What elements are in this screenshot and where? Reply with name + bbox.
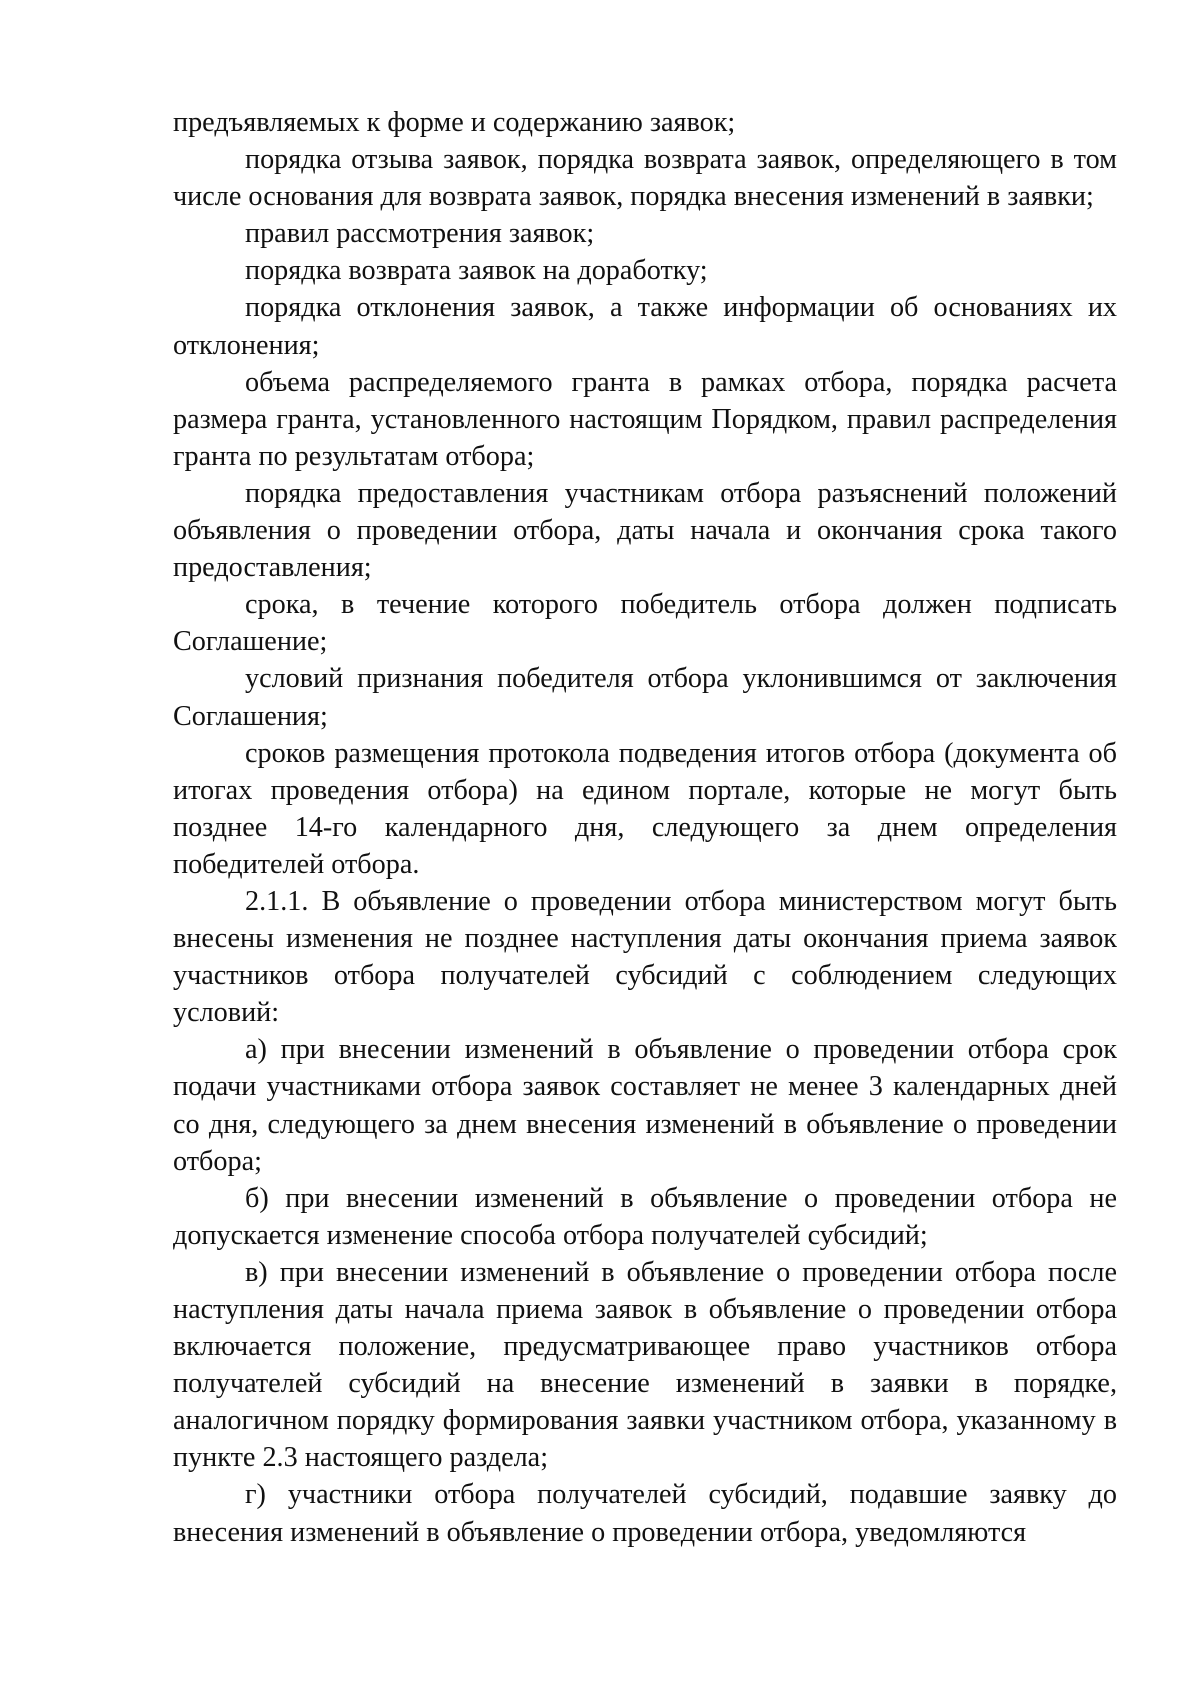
- paragraph-clause-2-1-1: 2.1.1. В объявление о проведении отбора министерством могут быть внесены изменения не позднее наступления даты окончания приема заявок участников отбора получателей субсидий с соблюдением следующих условий:: [173, 885, 1117, 1029]
- paragraph-grant-volume: объема распределяемого гранта в рамках отбора, порядка расчета размера гранта, установленного настоящим Порядком, правил распределения гранта по результатам отбора;: [173, 366, 1117, 472]
- paragraph-return-for-revision: порядка возврата заявок на доработку;: [245, 255, 708, 287]
- paragraph-continuation: предъявляемых к форме и содержанию заявок;: [173, 107, 736, 138]
- paragraph-signing-term: срока, в течение которого победитель отбора должен подписать Соглашение;: [173, 589, 1117, 658]
- document-body: [173, 104, 1117, 1551]
- paragraph-evasion-conditions: условий признания победителя отбора уклонившимся от заключения Соглашения;: [173, 663, 1117, 732]
- paragraph-protocol-terms: сроков размещения протокола подведения итогов отбора (документа об итогах проведения отбора) на едином портале, которые не могут быть позднее 14-го календарного дня, следующего за днем определения победителей отбора.: [173, 737, 1117, 880]
- paragraph-item-g: г) участники отбора получателей субсидий, подавшие заявку до внесения изменений в объявление о проведении отбора, уведомляются: [173, 1479, 1117, 1548]
- paragraph-rejection-order: порядка отклонения заявок, а также информации об основаниях их отклонения;: [173, 292, 1117, 361]
- paragraph-review-rules: правил рассмотрения заявок;: [245, 218, 595, 250]
- paragraph-item-a: а) при внесении изменений в объявление о проведении отбора срок подачи участниками отбора заявок составляет не менее 3 календарных дней со дня, следующего за днем внесения изменений в объявление о проведении отбора;: [173, 1034, 1117, 1177]
- paragraph-withdrawal-order: порядка отзыва заявок, порядка возврата заявок, определяющего в том числе основания для возврата заявок, порядка внесения изменений в заявки;: [173, 144, 1117, 213]
- paragraph-item-b: б) при внесении изменений в объявление о проведении отбора не допускается изменение способа отбора получателей субсидий;: [173, 1182, 1117, 1251]
- paragraph-item-v: в) при внесении изменений в объявление о проведении отбора после наступления даты начала приема заявок в объявление о проведении отбора включается положение, предусматривающее право участников отбора получателей субсидий на внесение изменений в заявки в порядке, аналогичном порядку формирования заявки участником отбора, указанному в пункте 2.3 настоящего раздела;: [173, 1256, 1117, 1474]
- paragraph-clarifications: порядка предоставления участникам отбора разъяснений положений объявления о проведении отбора, даты начала и окончания срока такого предоставления;: [173, 477, 1117, 584]
